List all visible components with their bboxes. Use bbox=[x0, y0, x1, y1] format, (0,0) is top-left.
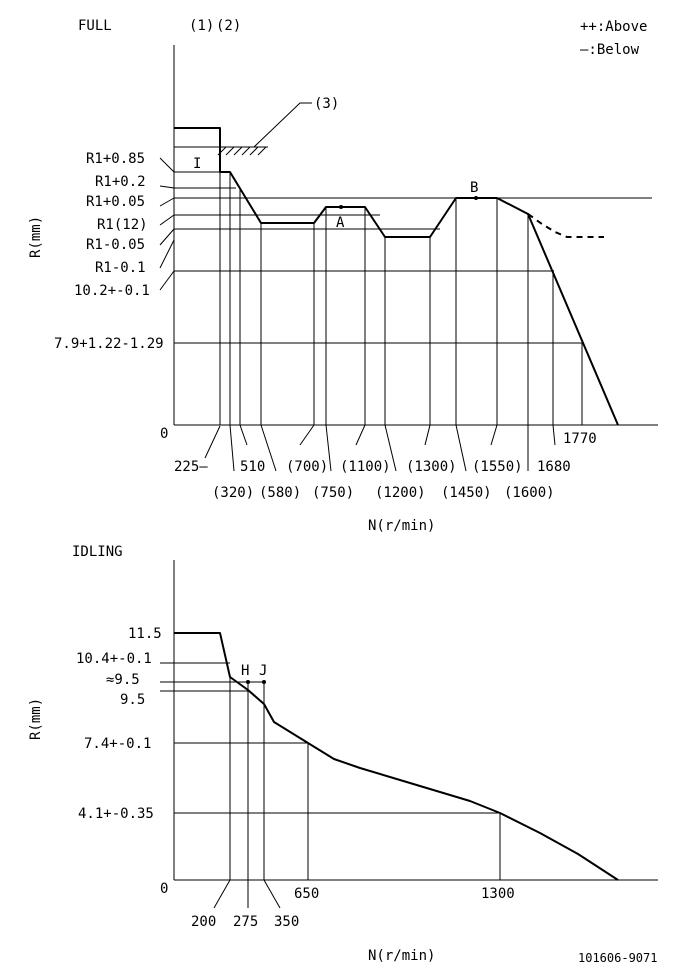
x-label-1450: (1450) bbox=[441, 485, 492, 501]
idling-vertical-gridlines bbox=[230, 677, 500, 880]
y-label-7-4: 7.4+-0.1 bbox=[84, 736, 152, 752]
y-label-4-1: 4.1+-0.35 bbox=[78, 806, 154, 822]
x-label-225: 225— bbox=[174, 459, 208, 475]
full-title: FULL bbox=[78, 18, 112, 34]
y-label-r1-085: R1+0.85 bbox=[86, 151, 146, 167]
x-label-750: (750) bbox=[312, 485, 355, 501]
idling-x-leaders bbox=[214, 880, 280, 908]
full-x-axis-label: N(r/min) bbox=[368, 518, 436, 534]
y-label-11-5: 11.5 bbox=[128, 626, 162, 642]
idling-chart bbox=[28, 544, 658, 964]
idling-title: IDLING bbox=[72, 544, 123, 560]
x-label-510: 510 bbox=[240, 459, 266, 475]
x-label-200: 200 bbox=[191, 914, 217, 930]
point-h-label: H bbox=[241, 663, 250, 679]
x-label-1300: (1300) bbox=[406, 459, 457, 475]
col-label-1: (1) bbox=[189, 18, 215, 34]
y-label-9-5: 9.5 bbox=[120, 692, 146, 708]
legend-above: ++:Above bbox=[580, 19, 648, 35]
x-label-1550: (1550) bbox=[472, 459, 523, 475]
y-label-r1-m01: R1-0.1 bbox=[95, 260, 146, 276]
x-label-1300: 1300 bbox=[481, 886, 515, 902]
callout-label: (3) bbox=[314, 96, 340, 112]
point-b-marker bbox=[474, 196, 478, 200]
full-vertical-gridlines bbox=[220, 153, 582, 425]
full-curve-below bbox=[528, 214, 604, 237]
y-label-r1-02: R1+0.2 bbox=[95, 174, 146, 190]
x-label-1770: 1770 bbox=[563, 431, 597, 447]
point-a-label: A bbox=[336, 215, 345, 231]
x-label-1600: (1600) bbox=[504, 485, 555, 501]
x-label-275: 275 bbox=[233, 914, 259, 930]
x-label-580: (580) bbox=[259, 485, 302, 501]
x-label-650: 650 bbox=[294, 886, 320, 902]
x-label-1680: 1680 bbox=[537, 459, 571, 475]
full-zero-label: 0 bbox=[160, 426, 169, 442]
footer-code: 101606-9071 bbox=[578, 951, 658, 965]
y-label-r1-m005: R1-0.05 bbox=[86, 237, 146, 253]
callout-leader bbox=[254, 103, 312, 147]
idling-x-axis-label: N(r/min) bbox=[368, 948, 436, 964]
y-label-r1-005: R1+0.05 bbox=[86, 194, 146, 210]
full-x-labels-row2 bbox=[212, 485, 555, 501]
point-h-marker bbox=[246, 680, 250, 684]
point-j-marker bbox=[262, 680, 266, 684]
point-b-label: B bbox=[470, 180, 479, 196]
full-chart bbox=[28, 18, 658, 534]
full-x-labels-row1 bbox=[174, 431, 597, 475]
y-label-10-4: 10.4+-0.1 bbox=[76, 651, 152, 667]
point-a-marker bbox=[339, 205, 343, 209]
full-curve bbox=[174, 128, 618, 425]
full-y-axis-label: R(mm) bbox=[28, 215, 44, 258]
idling-x-labels bbox=[191, 886, 515, 930]
region-label-I: I bbox=[193, 156, 202, 172]
x-label-1200: (1200) bbox=[375, 485, 426, 501]
point-j-label: J bbox=[259, 663, 268, 679]
legend-below: —:Below bbox=[580, 42, 640, 58]
y-label-approx-9-5: ≈9.5 bbox=[106, 672, 140, 688]
y-label-7-9: 7.9+1.22-1.29 bbox=[54, 336, 164, 352]
full-y-labels bbox=[54, 151, 652, 352]
y-label-r1-12: R1(12) bbox=[97, 217, 148, 233]
x-label-700: (700) bbox=[286, 459, 329, 475]
x-label-350: 350 bbox=[274, 914, 300, 930]
y-label-10-2: 10.2+-0.1 bbox=[74, 283, 150, 299]
col-label-2: (2) bbox=[216, 18, 242, 34]
x-label-320: (320) bbox=[212, 485, 255, 501]
idling-y-labels bbox=[76, 626, 500, 822]
idling-y-axis-label: R(mm) bbox=[28, 697, 44, 740]
idling-zero-label: 0 bbox=[160, 881, 169, 897]
x-label-1100: (1100) bbox=[340, 459, 391, 475]
